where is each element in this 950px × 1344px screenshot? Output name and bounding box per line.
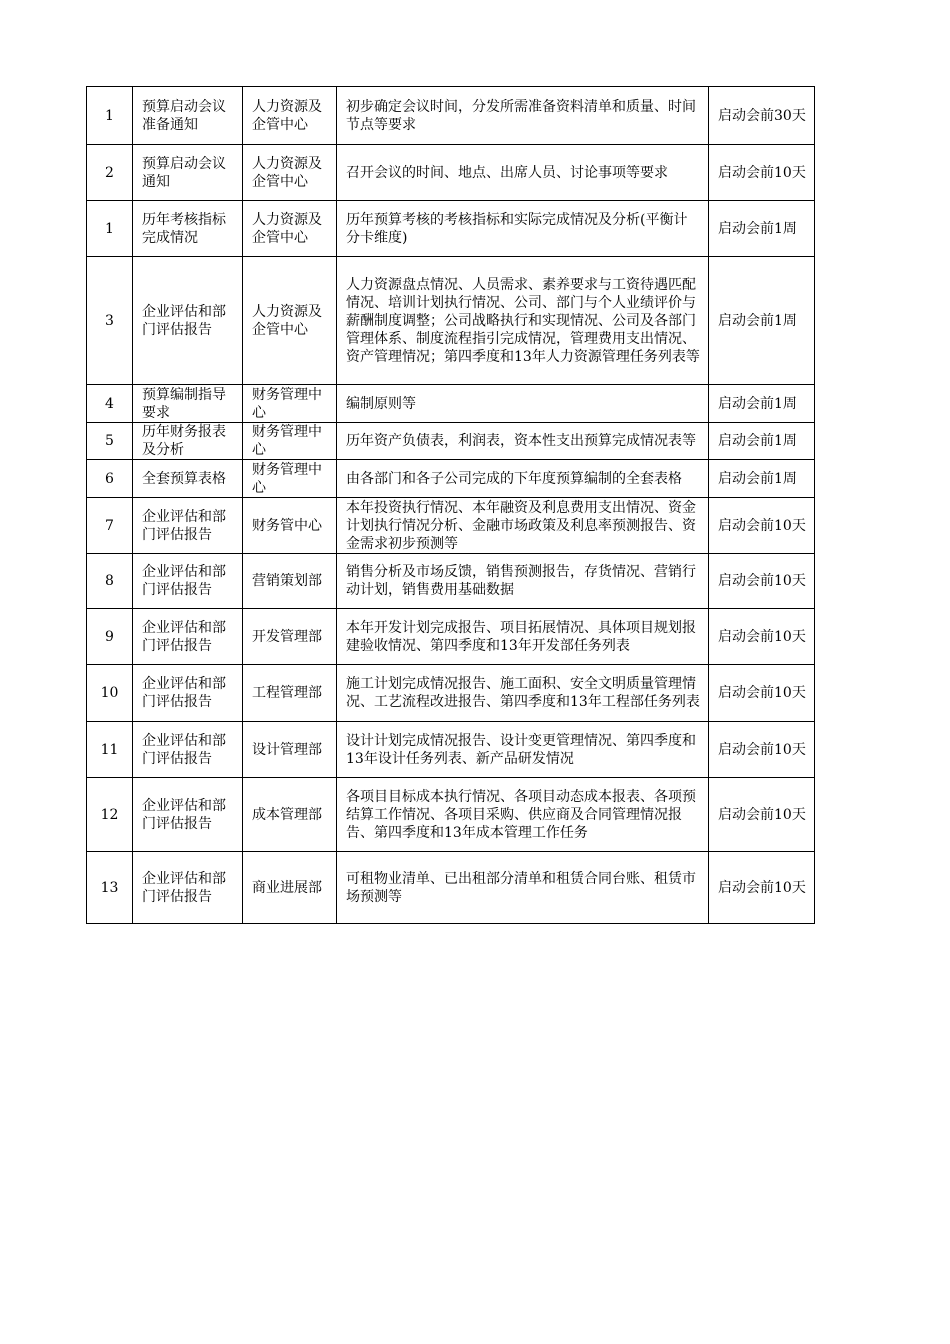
deadline: 启动会前30天	[709, 87, 815, 145]
item-name: 企业评估和部门评估报告	[133, 609, 243, 665]
budget-materials-table	[86, 86, 815, 924]
responsible-dept: 人力资源及企管中心	[243, 201, 337, 257]
table-row	[87, 460, 815, 498]
deadline: 启动会前1周	[709, 257, 815, 385]
deadline: 启动会前1周	[709, 385, 815, 423]
item-content: 可租物业清单、已出租部分清单和租赁合同台账、租赁市场预测等	[337, 852, 709, 924]
row-number: 3	[87, 257, 133, 385]
row-number: 5	[87, 423, 133, 460]
item-content: 历年预算考核的考核指标和实际完成情况及分析(平衡计分卡维度)	[337, 201, 709, 257]
item-content: 销售分析及市场反馈，销售预测报告，存货情况、营销行动计划，销售费用基础数据	[337, 554, 709, 609]
item-content: 施工计划完成情况报告、施工面积、安全文明质量管理情况、工艺流程改进报告、第四季度和13年工程部任务列表	[337, 665, 709, 722]
item-content: 初步确定会议时间，分发所需准备资料清单和质量、时间节点等要求	[337, 87, 709, 145]
responsible-dept: 开发管理部	[243, 609, 337, 665]
table-row	[87, 665, 815, 722]
deadline: 启动会前10天	[709, 778, 815, 852]
deadline: 启动会前10天	[709, 498, 815, 554]
table-row	[87, 145, 815, 201]
item-name: 全套预算表格	[133, 460, 243, 498]
responsible-dept: 人力资源及企管中心	[243, 87, 337, 145]
table-row	[87, 852, 815, 924]
deadline: 启动会前10天	[709, 722, 815, 778]
row-number: 8	[87, 554, 133, 609]
deadline: 启动会前10天	[709, 852, 815, 924]
item-name: 企业评估和部门评估报告	[133, 554, 243, 609]
deadline: 启动会前1周	[709, 201, 815, 257]
row-number: 6	[87, 460, 133, 498]
table-row	[87, 722, 815, 778]
item-content: 召开会议的时间、地点、出席人员、讨论事项等要求	[337, 145, 709, 201]
table-body	[87, 87, 815, 924]
row-number: 1	[87, 201, 133, 257]
item-name: 预算启动会议准备通知	[133, 87, 243, 145]
row-number: 7	[87, 498, 133, 554]
row-number: 12	[87, 778, 133, 852]
item-content: 人力资源盘点情况、人员需求、素养要求与工资待遇匹配情况、培训计划执行情况、公司、部门与个人业绩评价与薪酬制度调整；公司战略执行和实现情况、公司及各部门管理体系、制度流程指引完成情况，管理费用支出情况、资产管理情况；第四季度和13年人力资源管理任务列表等	[337, 257, 709, 385]
item-name: 企业评估和部门评估报告	[133, 778, 243, 852]
row-number: 4	[87, 385, 133, 423]
responsible-dept: 设计管理部	[243, 722, 337, 778]
item-name: 预算启动会议通知	[133, 145, 243, 201]
responsible-dept: 财务管理中心	[243, 385, 337, 423]
item-name: 历年财务报表及分析	[133, 423, 243, 460]
responsible-dept: 财务管中心	[243, 498, 337, 554]
responsible-dept: 商业进展部	[243, 852, 337, 924]
item-name: 企业评估和部门评估报告	[133, 852, 243, 924]
responsible-dept: 财务管理中心	[243, 460, 337, 498]
responsible-dept: 工程管理部	[243, 665, 337, 722]
item-content: 本年开发计划完成报告、项目拓展情况、具体项目规划报建验收情况、第四季度和13年开发部任务列表	[337, 609, 709, 665]
responsible-dept: 财务管理中心	[243, 423, 337, 460]
deadline: 启动会前10天	[709, 665, 815, 722]
item-content: 本年投资执行情况、本年融资及利息费用支出情况、资金计划执行情况分析、金融市场政策及利息率预测报告、资金需求初步预测等	[337, 498, 709, 554]
row-number: 10	[87, 665, 133, 722]
item-content: 设计计划完成情况报告、设计变更管理情况、第四季度和13年设计任务列表、新产品研发情况	[337, 722, 709, 778]
item-name: 历年考核指标完成情况	[133, 201, 243, 257]
deadline: 启动会前10天	[709, 554, 815, 609]
row-number: 1	[87, 87, 133, 145]
table-row	[87, 554, 815, 609]
row-number: 13	[87, 852, 133, 924]
row-number: 9	[87, 609, 133, 665]
item-content: 历年资产负债表，利润表，资本性支出预算完成情况表等	[337, 423, 709, 460]
item-name: 预算编制指导要求	[133, 385, 243, 423]
item-content: 各项目目标成本执行情况、各项目动态成本报表、各项预结算工作情况、各项目采购、供应商及合同管理情况报告、第四季度和13年成本管理工作任务	[337, 778, 709, 852]
table-row	[87, 201, 815, 257]
item-name: 企业评估和部门评估报告	[133, 498, 243, 554]
deadline: 启动会前10天	[709, 609, 815, 665]
table-row	[87, 778, 815, 852]
responsible-dept: 人力资源及企管中心	[243, 257, 337, 385]
table-row	[87, 498, 815, 554]
item-name: 企业评估和部门评估报告	[133, 665, 243, 722]
item-name: 企业评估和部门评估报告	[133, 257, 243, 385]
item-content: 由各部门和各子公司完成的下年度预算编制的全套表格	[337, 460, 709, 498]
table-row	[87, 87, 815, 145]
responsible-dept: 成本管理部	[243, 778, 337, 852]
item-name: 企业评估和部门评估报告	[133, 722, 243, 778]
table-row	[87, 609, 815, 665]
row-number: 11	[87, 722, 133, 778]
table-row	[87, 423, 815, 460]
deadline: 启动会前10天	[709, 145, 815, 201]
table-row	[87, 257, 815, 385]
responsible-dept: 人力资源及企管中心	[243, 145, 337, 201]
responsible-dept: 营销策划部	[243, 554, 337, 609]
table-row	[87, 385, 815, 423]
row-number: 2	[87, 145, 133, 201]
deadline: 启动会前1周	[709, 460, 815, 498]
item-content: 编制原则等	[337, 385, 709, 423]
deadline: 启动会前1周	[709, 423, 815, 460]
